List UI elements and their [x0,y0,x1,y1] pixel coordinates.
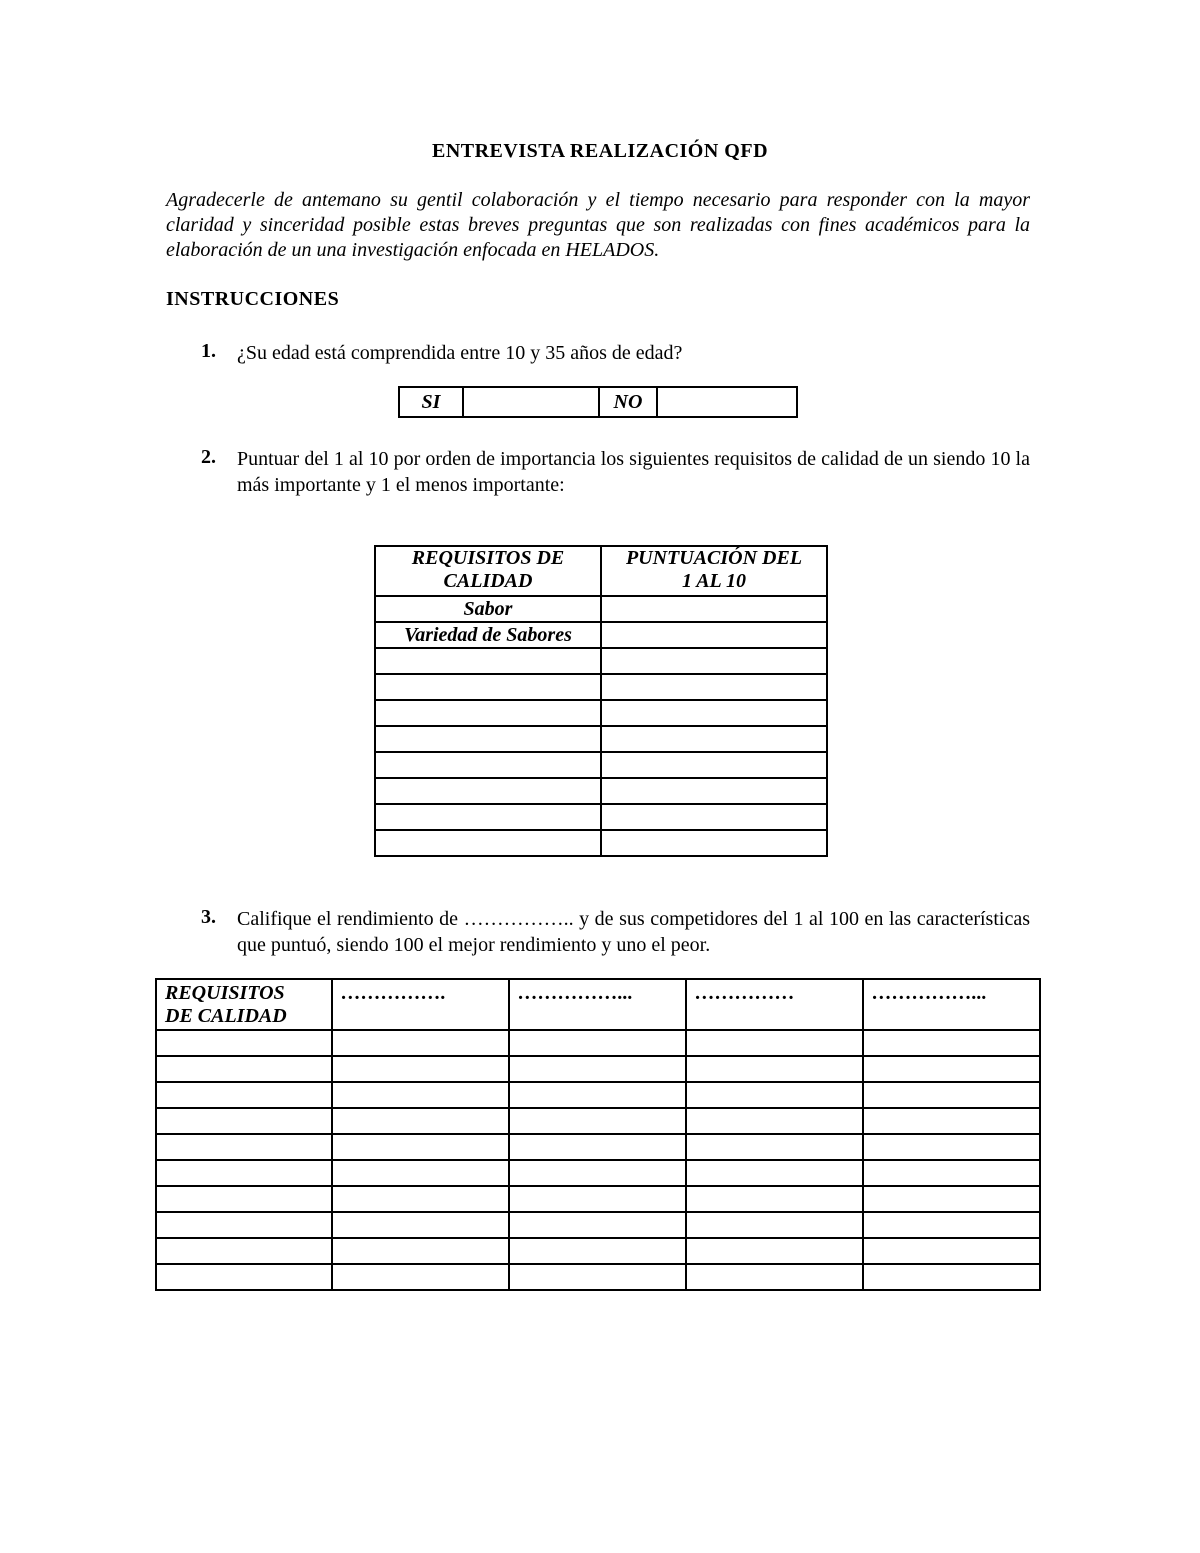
rating-cell[interactable] [509,1030,686,1056]
rating-cell[interactable] [863,1186,1040,1212]
table-row [156,1056,1040,1082]
score-cell[interactable] [601,596,827,622]
rating-cell[interactable] [509,1108,686,1134]
question-3-text: Califique el rendimiento de …………….. y de sus competidores del 1 al 100 en las características que puntuó, siendo 100 el mejor rendimiento y uno el peor. [237,908,1030,956]
performance-table [155,978,1041,1291]
table-row [375,726,827,752]
table-row [375,830,827,856]
table-row [156,1186,1040,1212]
competitor-header-4: ……………... [863,979,1040,1030]
requirement-cell[interactable] [156,1238,332,1264]
table-row [156,1264,1040,1290]
requirement-cell: Variedad de Sabores [375,622,601,648]
rating-cell[interactable] [863,1264,1040,1290]
rating-cell[interactable] [686,1030,863,1056]
rating-cell[interactable] [686,1264,863,1290]
no-answer-cell[interactable] [657,387,797,417]
rating-cell[interactable] [686,1186,863,1212]
rating-cell[interactable] [863,1056,1040,1082]
table-row [375,648,827,674]
table-row [375,622,827,648]
rating-cell[interactable] [509,1264,686,1290]
requirement-cell[interactable] [375,830,601,856]
yes-label: SI [399,387,463,417]
requirement-cell[interactable] [375,700,601,726]
yes-no-table [398,386,798,418]
importance-header-score-line2: 1 AL 10 [681,570,747,592]
rating-cell[interactable] [863,1082,1040,1108]
table-row [375,596,827,622]
yes-answer-cell[interactable] [463,387,599,417]
score-cell[interactable] [601,830,827,856]
requirement-cell[interactable] [156,1186,332,1212]
question-1-number: 1. [201,340,216,362]
rating-cell[interactable] [332,1030,509,1056]
rating-cell[interactable] [332,1082,509,1108]
competitor-header-2: ……………... [509,979,686,1030]
rating-cell[interactable] [332,1186,509,1212]
table-row [375,674,827,700]
score-cell[interactable] [601,726,827,752]
rating-cell[interactable] [332,1108,509,1134]
table-row [156,1134,1040,1160]
requirement-cell[interactable] [156,1108,332,1134]
requirement-cell[interactable] [156,1212,332,1238]
score-cell[interactable] [601,648,827,674]
requirement-cell[interactable] [375,648,601,674]
rating-cell[interactable] [332,1238,509,1264]
rating-cell[interactable] [332,1056,509,1082]
requirement-cell[interactable] [375,804,601,830]
table-row [156,1160,1040,1186]
score-cell[interactable] [601,778,827,804]
requirement-cell: Sabor [375,596,601,622]
rating-cell[interactable] [686,1238,863,1264]
importance-header-requirements-line1: REQUISITOS DE [411,547,565,569]
score-cell[interactable] [601,674,827,700]
rating-cell[interactable] [509,1056,686,1082]
table-row [375,778,827,804]
rating-cell[interactable] [686,1212,863,1238]
competitor-header-3: …………… [686,979,863,1030]
table-row [156,1238,1040,1264]
score-cell[interactable] [601,752,827,778]
requirement-cell[interactable] [375,752,601,778]
requirement-cell[interactable] [156,1082,332,1108]
instructions-heading: INSTRUCCIONES [166,288,340,310]
rating-cell[interactable] [686,1134,863,1160]
rating-cell[interactable] [509,1238,686,1264]
table-row [375,752,827,778]
table-row [156,1082,1040,1108]
question-3-number: 3. [201,906,216,928]
importance-header-score [601,546,827,596]
requirement-cell[interactable] [156,1030,332,1056]
question-2-number: 2. [201,446,216,468]
importance-header-score-line1: PUNTUACIÓN DEL [625,547,803,569]
score-cell[interactable] [601,700,827,726]
requirement-cell[interactable] [375,726,601,752]
importance-header-requirements [375,546,601,596]
rating-cell[interactable] [509,1212,686,1238]
table-row [375,700,827,726]
intro-paragraph: Agradecerle de antemano su gentil colaboración y el tiempo necesario para responder con la mayor claridad y sinceridad posible estas breves preguntas que son realizadas con fines académicos para la elaboración de un una investigación enfocada en HELADOS. [166,189,1030,261]
rating-cell[interactable] [863,1134,1040,1160]
performance-header-requirements-line1: REQUISITOS [165,982,285,1004]
page-title: ENTREVISTA REALIZACIÓN QFD [431,140,769,162]
requirement-cell[interactable] [156,1134,332,1160]
rating-cell[interactable] [332,1212,509,1238]
table-row [156,1030,1040,1056]
requirement-cell[interactable] [156,1264,332,1290]
rating-cell[interactable] [863,1030,1040,1056]
rating-cell[interactable] [332,1134,509,1160]
requirement-cell[interactable] [375,674,601,700]
rating-cell[interactable] [509,1186,686,1212]
rating-cell[interactable] [863,1160,1040,1186]
requirement-cell[interactable] [375,778,601,804]
performance-header-requirements [156,979,332,1030]
requirement-cell[interactable] [156,1160,332,1186]
rating-cell[interactable] [686,1160,863,1186]
rating-cell[interactable] [863,1212,1040,1238]
table-row [375,804,827,830]
competitor-header-1: ……………. [332,979,509,1030]
requirement-cell[interactable] [156,1056,332,1082]
importance-table [374,545,828,857]
rating-cell[interactable] [686,1082,863,1108]
table-row [156,1212,1040,1238]
score-cell[interactable] [601,622,827,648]
question-1-text: ¿Su edad está comprendida entre 10 y 35 años de edad? [237,342,683,364]
rating-cell[interactable] [509,1134,686,1160]
rating-cell[interactable] [863,1238,1040,1264]
rating-cell[interactable] [332,1160,509,1186]
no-label: NO [599,387,657,417]
rating-cell[interactable] [863,1108,1040,1134]
rating-cell[interactable] [686,1056,863,1082]
rating-cell[interactable] [509,1082,686,1108]
importance-header-requirements-line2: CALIDAD [443,570,533,592]
rating-cell[interactable] [332,1264,509,1290]
rating-cell[interactable] [509,1160,686,1186]
question-2-text: Puntuar del 1 al 10 por orden de importancia los siguientes requisitos de calidad de un siendo 10 la más importante y 1 el menos importante: [237,448,1030,496]
score-cell[interactable] [601,804,827,830]
table-row [156,1108,1040,1134]
performance-header-requirements-line2: DE CALIDAD [165,1005,287,1027]
rating-cell[interactable] [686,1108,863,1134]
